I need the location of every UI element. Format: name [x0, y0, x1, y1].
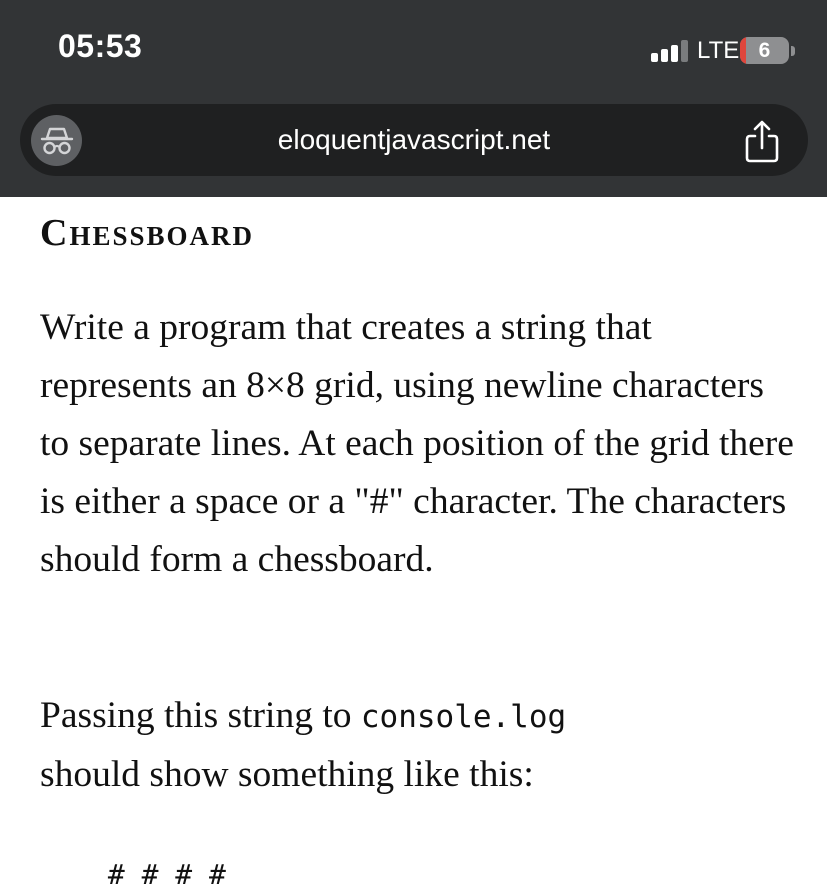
paragraph-console-log — [40, 687, 800, 804]
browser-chrome — [0, 0, 827, 197]
battery-tip — [791, 46, 795, 56]
code-sample: # # # # — [91, 858, 226, 891]
battery-level: 6 — [758, 39, 771, 62]
paragraph-text-before: Passing this string to — [40, 695, 361, 736]
address-bar[interactable] — [20, 104, 808, 176]
share-button[interactable] — [742, 118, 782, 164]
paragraph-description: Write a program that creates a string that represents an 8×8 grid, using newline characters to separate lines. At each position of the grid there is either a space or a "#" character. The characters should form a chessboard. — [40, 307, 794, 580]
battery-icon — [740, 37, 789, 64]
section-heading: Chessboard — [40, 212, 254, 254]
inline-code: console.log — [360, 699, 567, 735]
url-text[interactable]: eloquentjavascript.net — [277, 124, 551, 155]
paragraph-text-after: should show something like this: — [40, 754, 534, 795]
status-time: 05:53 — [58, 28, 143, 64]
share-icon — [742, 118, 782, 164]
status-bar — [0, 0, 827, 100]
network-type: LTE — [697, 37, 740, 64]
cell-signal-icon — [651, 40, 691, 62]
